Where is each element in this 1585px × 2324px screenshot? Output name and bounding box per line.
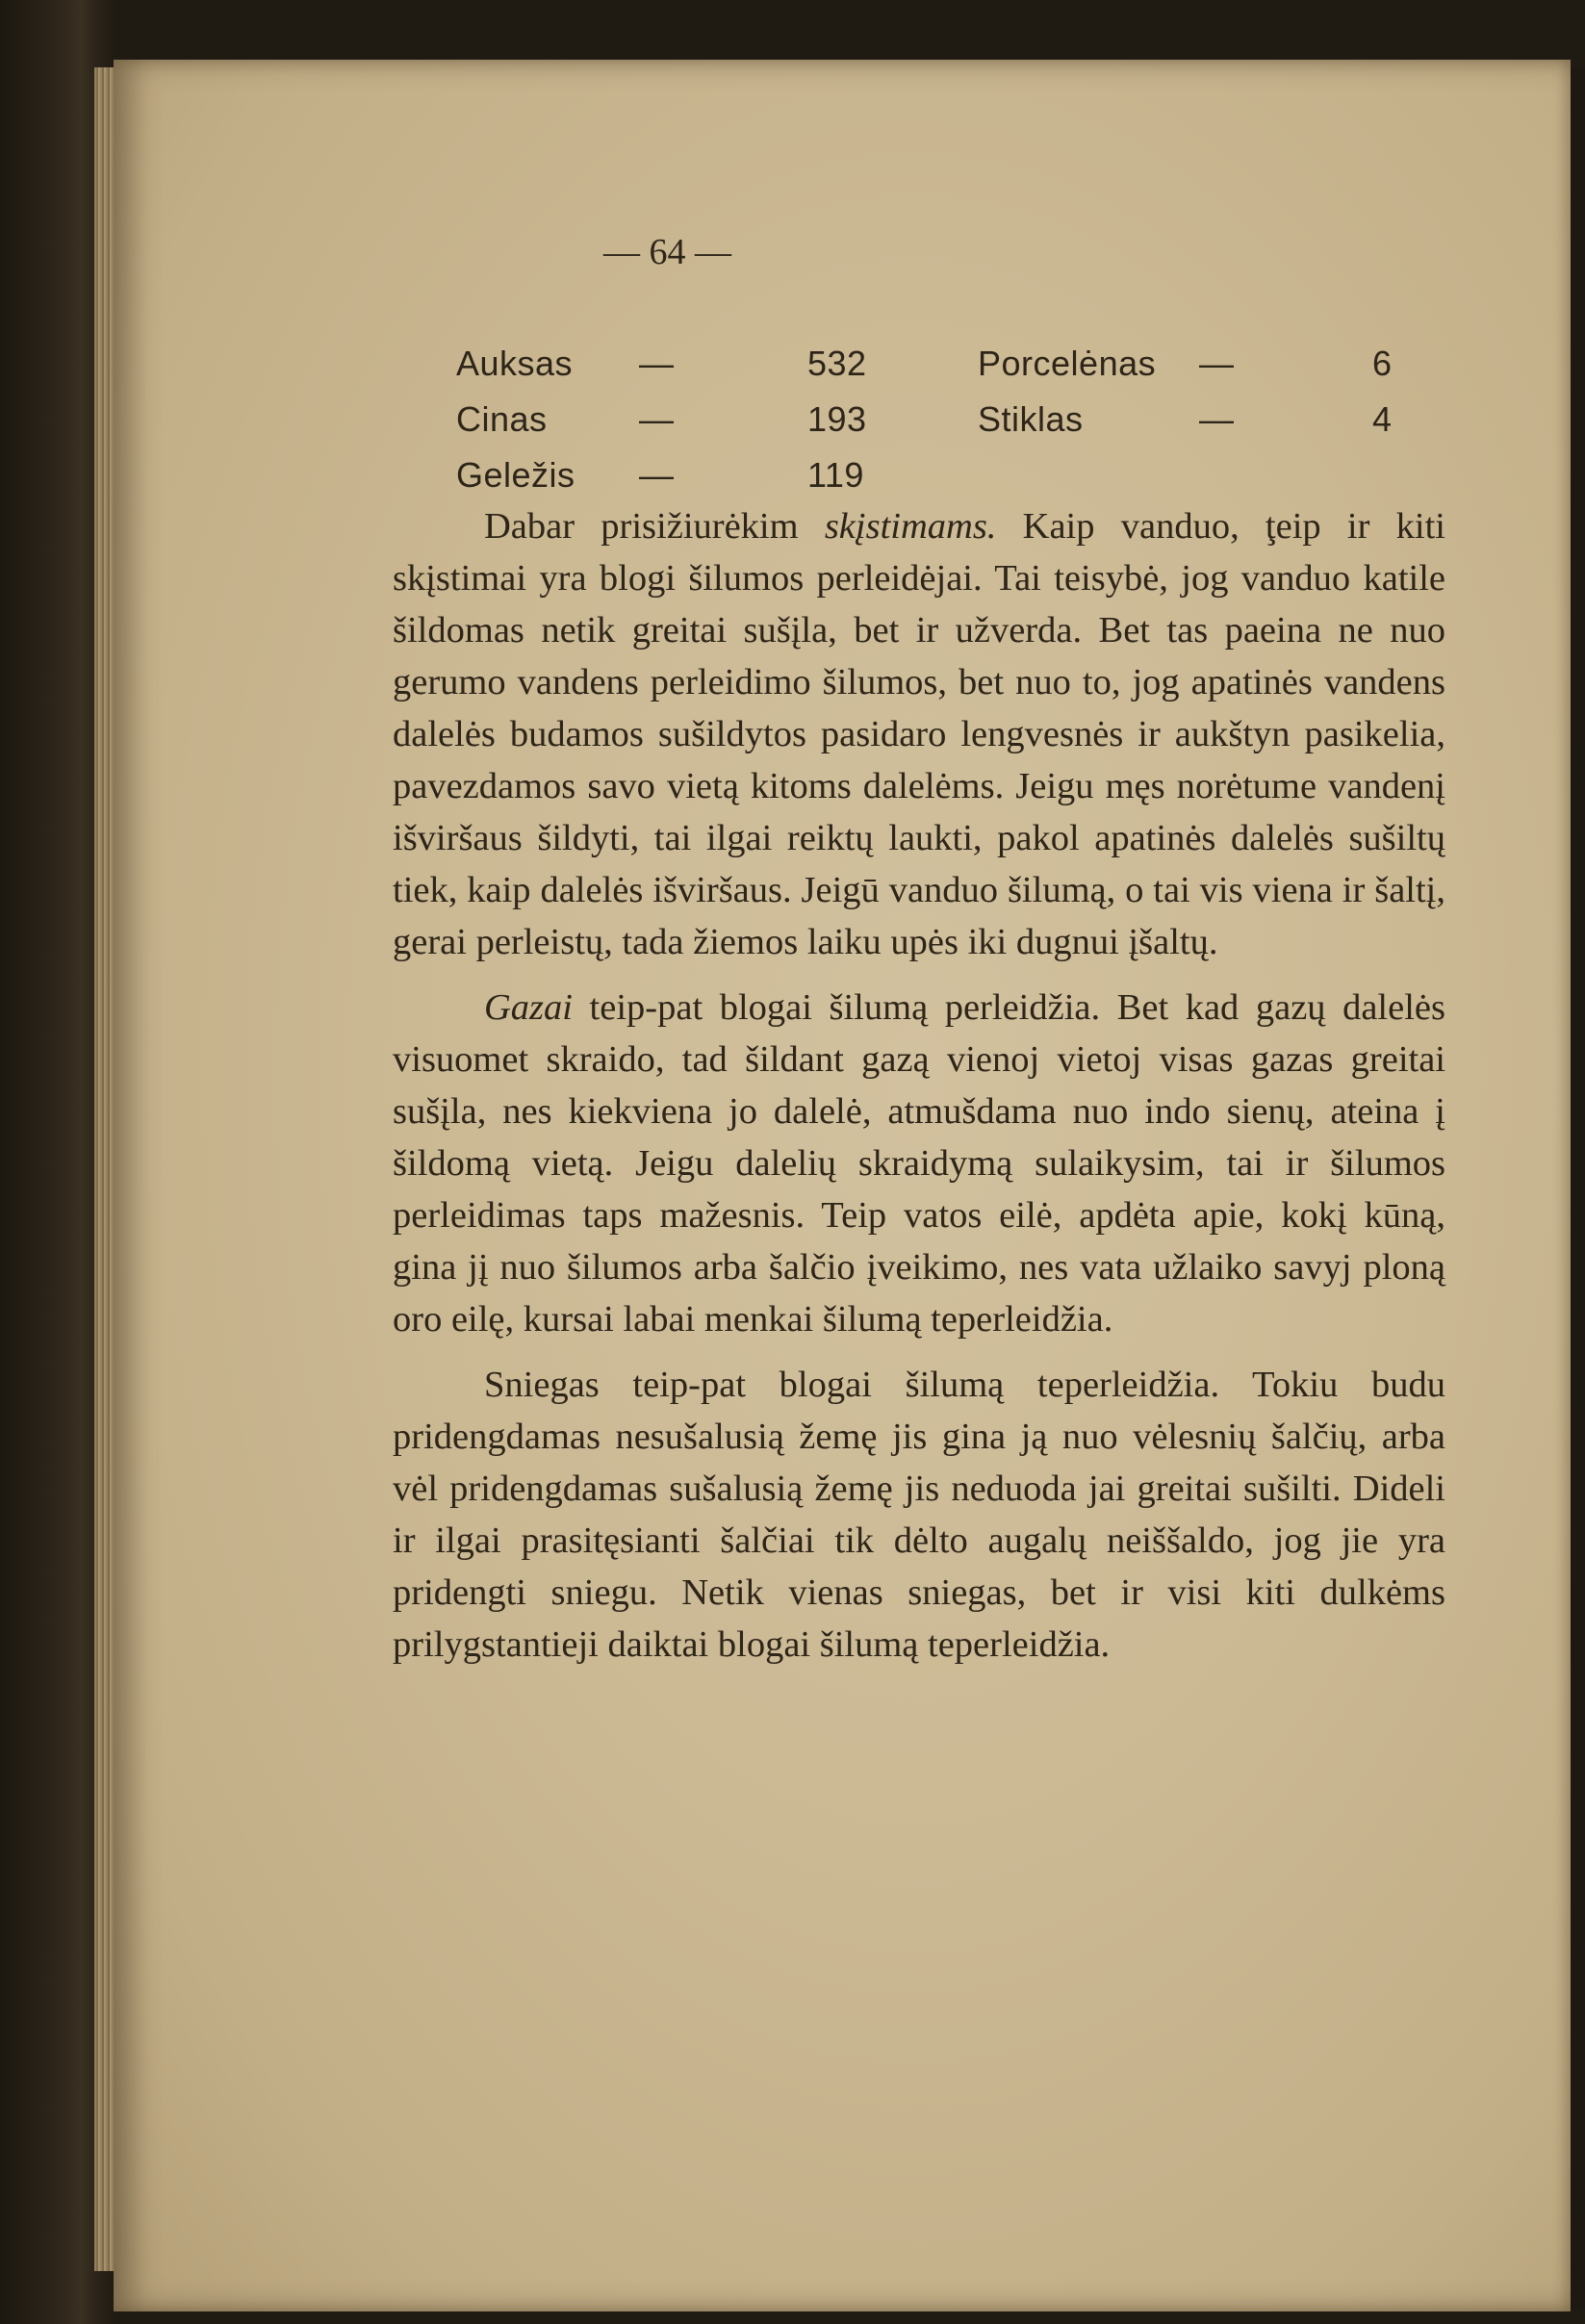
- table-right-column: [978, 336, 1401, 447]
- table-row: [978, 336, 1401, 392]
- page-edges: [94, 67, 115, 2271]
- paragraph-gases: [393, 982, 1445, 1345]
- dash: —: [639, 344, 675, 383]
- dash: —: [639, 399, 675, 439]
- material-value: 6: [1372, 344, 1393, 383]
- paragraph-lead: Sniegas teip-pat blogai šilumą teperleidžia. Tokiu budu pridengdamas nesušalusią žemę jis gina ją nuo vėlesnių šalčių, arba vėl pridengdamas sušalusią žemę jis neduoda jai greitai sušilti. Dideli ir ilgai prasitęsianti šalčiai tik dėlto augalų neiššaldo, jog jie yra pridengti sniegu. Netik vienas sniegas, bet ir visi kiti dulkėms prilygstantieji daiktai blogai šilumą teperleidžia.: [393, 1365, 1445, 1665]
- paragraph-text: Kaip vanduo, ţeip ir kiti skįstimai yra blogi šilumos perleidėjai. Tai teisybė, jog vanduo katile šildomas netik greitai sušįla, bet ir užverda. Bet tas paeina ne nuo gerumo vandens perleidimo šilumos, bet nuo to, jog apatinės vandens dalelės budamos sušildytos pasidaro lengvesnės ir aukštyn pasikelia, pavezdamos savo vietą kitoms dalelėms. Jeigu męs norėtume vandenį išviršaus šildyti, tai ilgai reiktų laukti, pakol apatinės dalelės sušiltų tiek, kaip dalelės išviršaus. Jeigū vanduo šilumą, o tai vis viena ir šaltį, gerai perleistų, tada žiemos laiku upės iki dugnui įšaltų.: [393, 506, 1445, 962]
- table-row: [456, 447, 899, 503]
- material-value: 4: [1372, 399, 1393, 439]
- material-name: Geležis: [456, 455, 575, 495]
- table-left-column: [456, 336, 899, 503]
- material-value: 119: [807, 455, 864, 495]
- table-row: [456, 336, 899, 392]
- paragraph-lead: Dabar prisižiurėkim: [484, 506, 825, 547]
- material-name: Porcelėnas: [978, 344, 1157, 383]
- body-text: [393, 500, 1445, 1684]
- dash: —: [1199, 399, 1235, 439]
- material-name: Cinas: [456, 399, 548, 439]
- table-row: [456, 392, 899, 447]
- material-name: Auksas: [456, 344, 574, 383]
- paragraph-text: teip-pat blogai šilumą perleidžia. Bet kad gazų dalelės visuomet skraido, tad šildant gazą vienoj vietoj visas gazas greitai sušįla, nes kiekviena jo dalelė, atmušdama nuo indo sienų, ateina į šildomą vietą. Jeigu dalelių skraidymą sulaikysim, tai ir šilumos perleidimas taps mažesnis. Teip vatos eilė, apdėta apie, kokį kūną, gina jį nuo šilumos arba šalčio įveikimo, nes vata užlaiko savyj ploną oro eilę, kursai labai menkai šilumą teperleidžia.: [393, 987, 1445, 1340]
- dash: —: [1199, 344, 1235, 383]
- page-number: — 64 —: [603, 232, 731, 272]
- material-name: Stiklas: [978, 399, 1084, 439]
- table-row: [978, 392, 1401, 447]
- paragraph-snow: [393, 1359, 1445, 1671]
- paragraph-liquids: [393, 500, 1445, 968]
- emphasized-term: Gazai: [484, 987, 573, 1028]
- material-value: 193: [807, 399, 867, 439]
- emphasized-term: skįstimams.: [824, 506, 997, 547]
- dash: —: [639, 455, 675, 495]
- material-value: 532: [807, 344, 867, 383]
